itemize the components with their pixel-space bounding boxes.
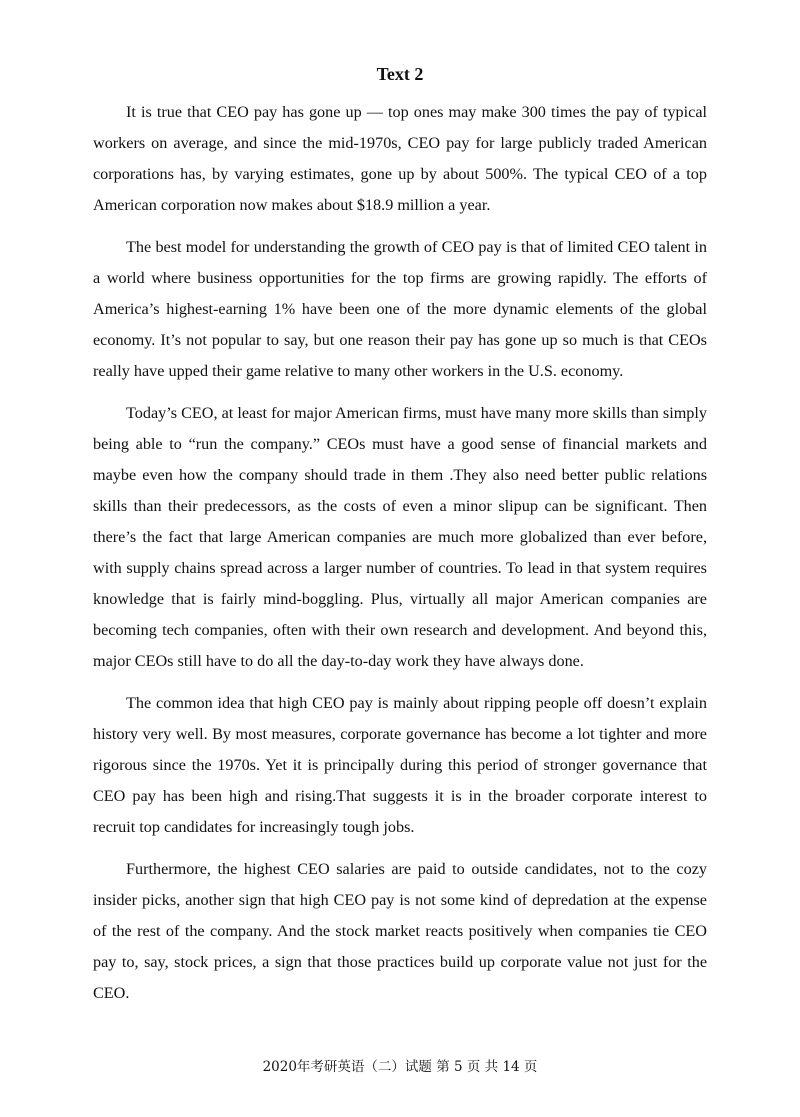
page-footer: 2020年考研英语（二）试题 第 5 页 共 14 页	[262, 1059, 538, 1075]
paragraph-4: The common idea that high CEO pay is mainly about ripping people off doesn’t explain history very well. By most measures, corporate governance has become a lot tighter and more rigorous since the 1970s. Yet it is principally during this period of stronger governance that CEO pay has been high and rising.That suggests it is in the broader corporate interest to recruit top candidates for increasingly tough jobs.	[93, 694, 707, 836]
paragraph-3: Today’s CEO, at least for major American firms, must have many more skills than simply being able to “run the company.” CEOs must have a good sense of financial markets and maybe even how the company should trade in them .They also need better public relations skills than their predecessors, as the costs of even a minor slipup can be significant. Then there’s the fact that large American companies are much more globalized than ever before, with supply chains spread across a larger number of countries. To lead in that system requires knowledge that is fairly mind-boggling. Plus, virtually all major American companies are becoming tech companies, often with their own research and development. And beyond this, major CEOs still have to do all the day-to-day work they have always done.	[93, 404, 707, 670]
section-title: Text 2	[376, 64, 424, 84]
passage-body	[93, 97, 707, 1020]
paragraph-1: It is true that CEO pay has gone up — top ones may make 300 times the pay of typical workers on average, and since the mid-1970s, CEO pay for large publicly traded American corporations has, by varying estimates, gone up by about 500%. The typical CEO of a top American corporation now makes about $18.9 million a year.	[93, 103, 707, 214]
paragraph-2: The best model for understanding the growth of CEO pay is that of limited CEO talent in a world where business opportunities for the top firms are growing rapidly. The efforts of America’s highest-earning 1% have been one of the more dynamic elements of the global economy. It’s not popular to say, but one reason their pay has gone up so much is that CEOs really have upped their game relative to many other workers in the U.S. economy.	[93, 238, 707, 380]
paragraph-5: Furthermore, the highest CEO salaries are paid to outside candidates, not to the cozy insider picks, another sign that high CEO pay is not some kind of depredation at the expense of the rest of the company. And the stock market reacts positively when companies tie CEO pay to, say, stock prices, a sign that those practices build up corporate value not just for the CEO.	[93, 860, 707, 1002]
